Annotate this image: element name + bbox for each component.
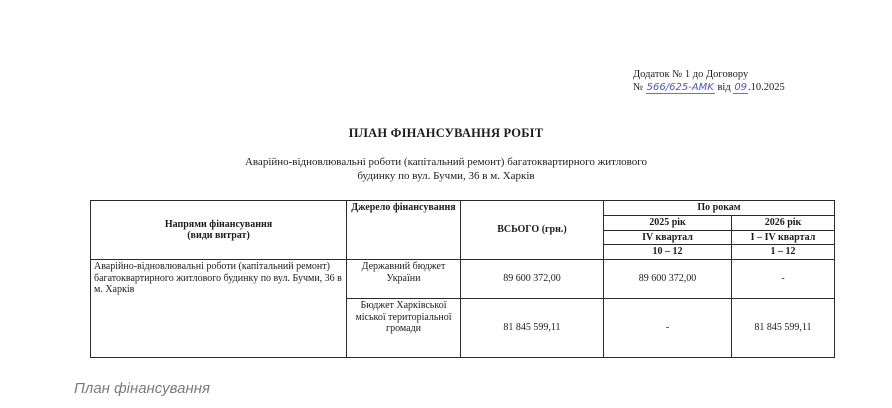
header-direction: [91, 201, 347, 260]
appendix-line1: Додаток № 1 до Договору: [633, 69, 749, 80]
total-cell: 89 600 372,00: [461, 260, 604, 299]
contract-day-handwritten: 09: [734, 82, 748, 93]
header-source: Джерело фінансування: [347, 201, 461, 260]
subtitle-line2: будинку по вул. Бучми, 36 в м. Харків: [357, 170, 535, 182]
subtitle-line1: Аварійно-відновлювальні роботи (капітальний ремонт) багатоквартирного житлового: [244, 156, 648, 168]
header-months-2025: 10 – 12: [604, 245, 732, 260]
financing-table: [90, 200, 835, 358]
contract-number-handwritten: 566/625-AMK: [646, 82, 714, 93]
header-direction-label: Напрями фінансування: [164, 218, 273, 230]
amount-2025-cell: 89 600 372,00: [604, 260, 732, 299]
amount-2026-cell: -: [732, 260, 835, 299]
header-quarter-2025: IV квартал: [604, 230, 732, 245]
source-cell: Бюджет Харківської міської територіальної громади: [347, 299, 461, 358]
appendix-number-prefix: №: [633, 82, 644, 93]
table-row: [91, 260, 835, 299]
header-quarter-2026: I – IV квартал: [732, 230, 835, 245]
source-cell: Державний бюджет України: [347, 260, 461, 299]
header-direction-sub: (види витрат): [187, 230, 250, 241]
document-title: ПЛАН ФІНАНСУВАННЯ РОБІТ: [348, 126, 544, 140]
direction-cell: Аварійно-відновлювальні роботи (капітальний ремонт) багатоквартирного житлового будинку по вул. Бучми, 36 в м. Харків: [91, 260, 347, 358]
total-cell: 81 845 599,11: [461, 299, 604, 358]
appendix-note: [633, 68, 785, 94]
contract-month-year: .10.2025: [748, 82, 785, 93]
appendix-from: від: [717, 82, 731, 93]
header-total: ВСЬОГО (грн.): [461, 201, 604, 260]
header-year-2025: 2025 рік: [604, 215, 732, 230]
header-year-2026: 2026 рік: [732, 215, 835, 230]
header-by-years: По рокам: [604, 201, 835, 216]
header-months-2026: 1 – 12: [732, 245, 835, 260]
amount-2025-cell: -: [604, 299, 732, 358]
amount-2026-cell: 81 845 599,11: [732, 299, 835, 358]
image-caption: План фінансування: [74, 380, 211, 397]
document-subtitle: [0, 155, 892, 183]
